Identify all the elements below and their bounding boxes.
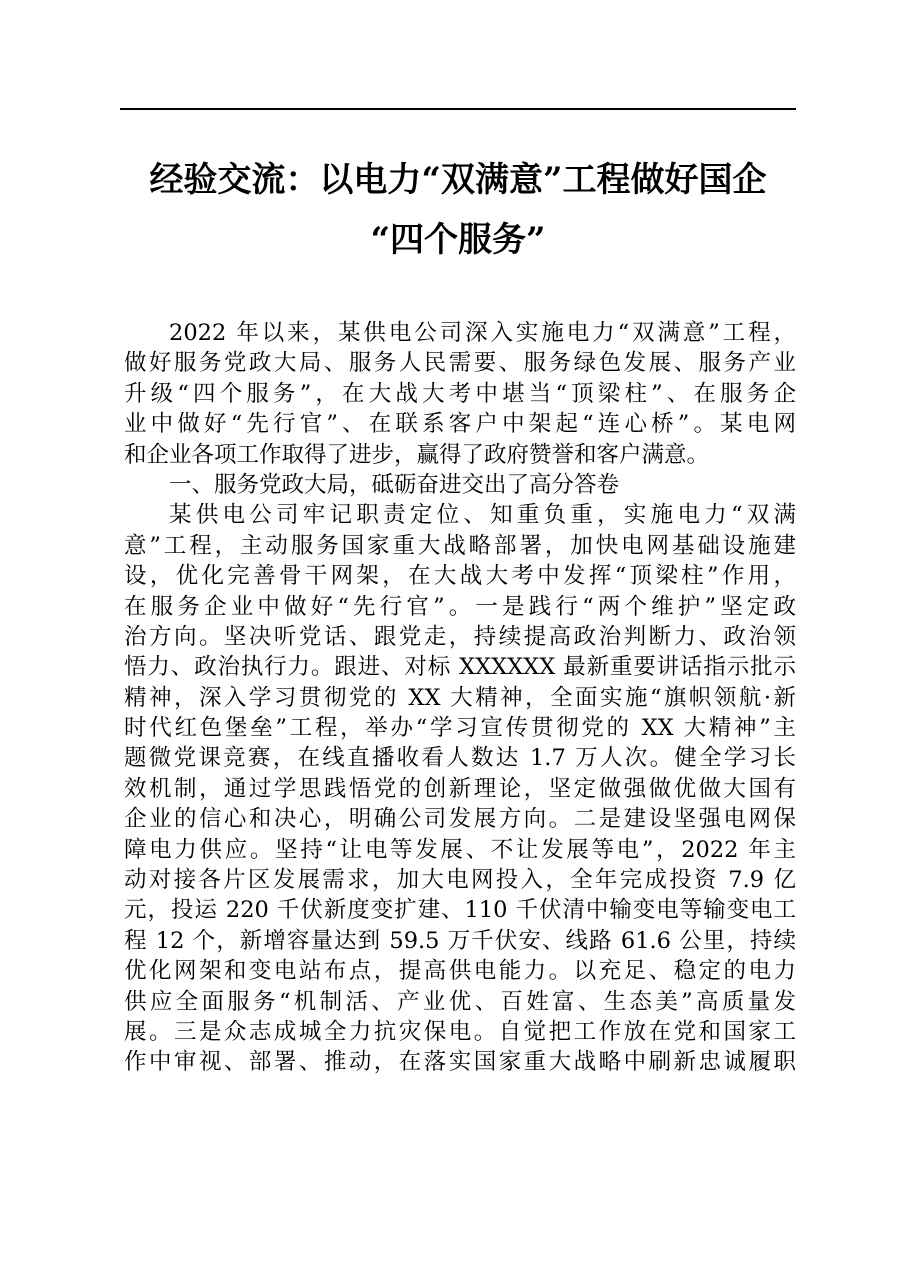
paragraph-line: 动对接各片区发展需求，加大电网投入，全年完成投资 7.9 亿	[124, 867, 796, 894]
paragraph-line: 在服务企业中做好“先行官”。一是践行“两个维护”坚定政	[124, 593, 796, 620]
paragraph-line: 时代红色堡垒”工程，举办“学习宣传贯彻党的 XX 大精神”主	[124, 715, 796, 742]
paragraph-line: 悟力、政治执行力。跟进、对标 XXXXXX 最新重要讲话指示批示	[124, 654, 796, 681]
paragraph-line: 设，优化完善骨干网架，在大战大考中发挥“顶梁柱”作用，	[124, 563, 796, 590]
paragraph-line: 优化网架和变电站布点，提高供电能力。以充足、稳定的电力	[124, 958, 796, 985]
paragraph-line: 供应全面服务“机制活、产业优、百姓富、生态美”高质量发	[124, 988, 796, 1015]
paragraph-line: 元，投运 220 千伏新度变扩建、110 千伏清中输变电等输变电工	[124, 897, 796, 924]
paragraph-line: 障电力供应。坚持“让电等发展、不让发展等电”，2022 年主	[124, 836, 796, 863]
title-line: “四个服务”	[370, 220, 546, 260]
paragraph-line: 治方向。坚决听党话、跟党走，持续提高政治判断力、政治领	[124, 623, 796, 650]
paragraph-line: 2022 年以来，某供电公司深入实施电力“双满意”工程，	[169, 320, 796, 346]
header-rule	[120, 108, 796, 110]
paragraph-line: 某供电公司牢记职责定位、知重负重，实施电力“双满	[169, 502, 796, 529]
paragraph-line: 作中审视、部署、推动，在落实国家重大战略中刷新忠诚履职	[124, 1049, 796, 1076]
paragraph-line: 效机制，通过学思践悟党的创新理论，坚定做强做优做大国有	[124, 775, 796, 802]
paragraph-line: 程 12 个，新增容量达到 59.5 万千伏安、线路 61.6 公里，持续	[124, 927, 796, 954]
paragraph-line: 业中做好“先行官”、在联系客户中架起“连心桥”。某电网	[124, 411, 796, 438]
document-body	[124, 318, 796, 1078]
section-heading: 一、服务党政大局，砥砺奋进交出了高分答卷	[169, 471, 620, 498]
paragraph-line: 题微党课竞赛，在线直播收看人数达 1.7 万人次。健全学习长	[124, 745, 796, 772]
paragraph-line: 做好服务党政大局、服务人民需要、服务绿色发展、服务产业	[124, 350, 796, 377]
paragraph-line: 和企业各项工作取得了进步，赢得了政府赞誉和客户满意。	[124, 441, 710, 468]
paragraph-line: 升级“四个服务”，在大战大考中堪当“顶梁柱”、在服务企	[124, 380, 796, 407]
document-title	[120, 150, 796, 270]
title-line: 经验交流：以电力“双满意”工程做好国企	[149, 160, 767, 200]
paragraph-line: 展。三是众志成城全力抗灾保电。自觉把工作放在党和国家工	[124, 1018, 796, 1045]
paragraph-line: 企业的信心和决心，明确公司发展方向。二是建设坚强电网保	[124, 806, 796, 833]
paragraph-line: 意”工程，主动服务国家重大战略部署，加快电网基础设施建	[124, 532, 796, 559]
paragraph-line: 精神，深入学习贯彻党的 XX 大精神，全面实施“旗帜领航·新	[124, 684, 796, 711]
